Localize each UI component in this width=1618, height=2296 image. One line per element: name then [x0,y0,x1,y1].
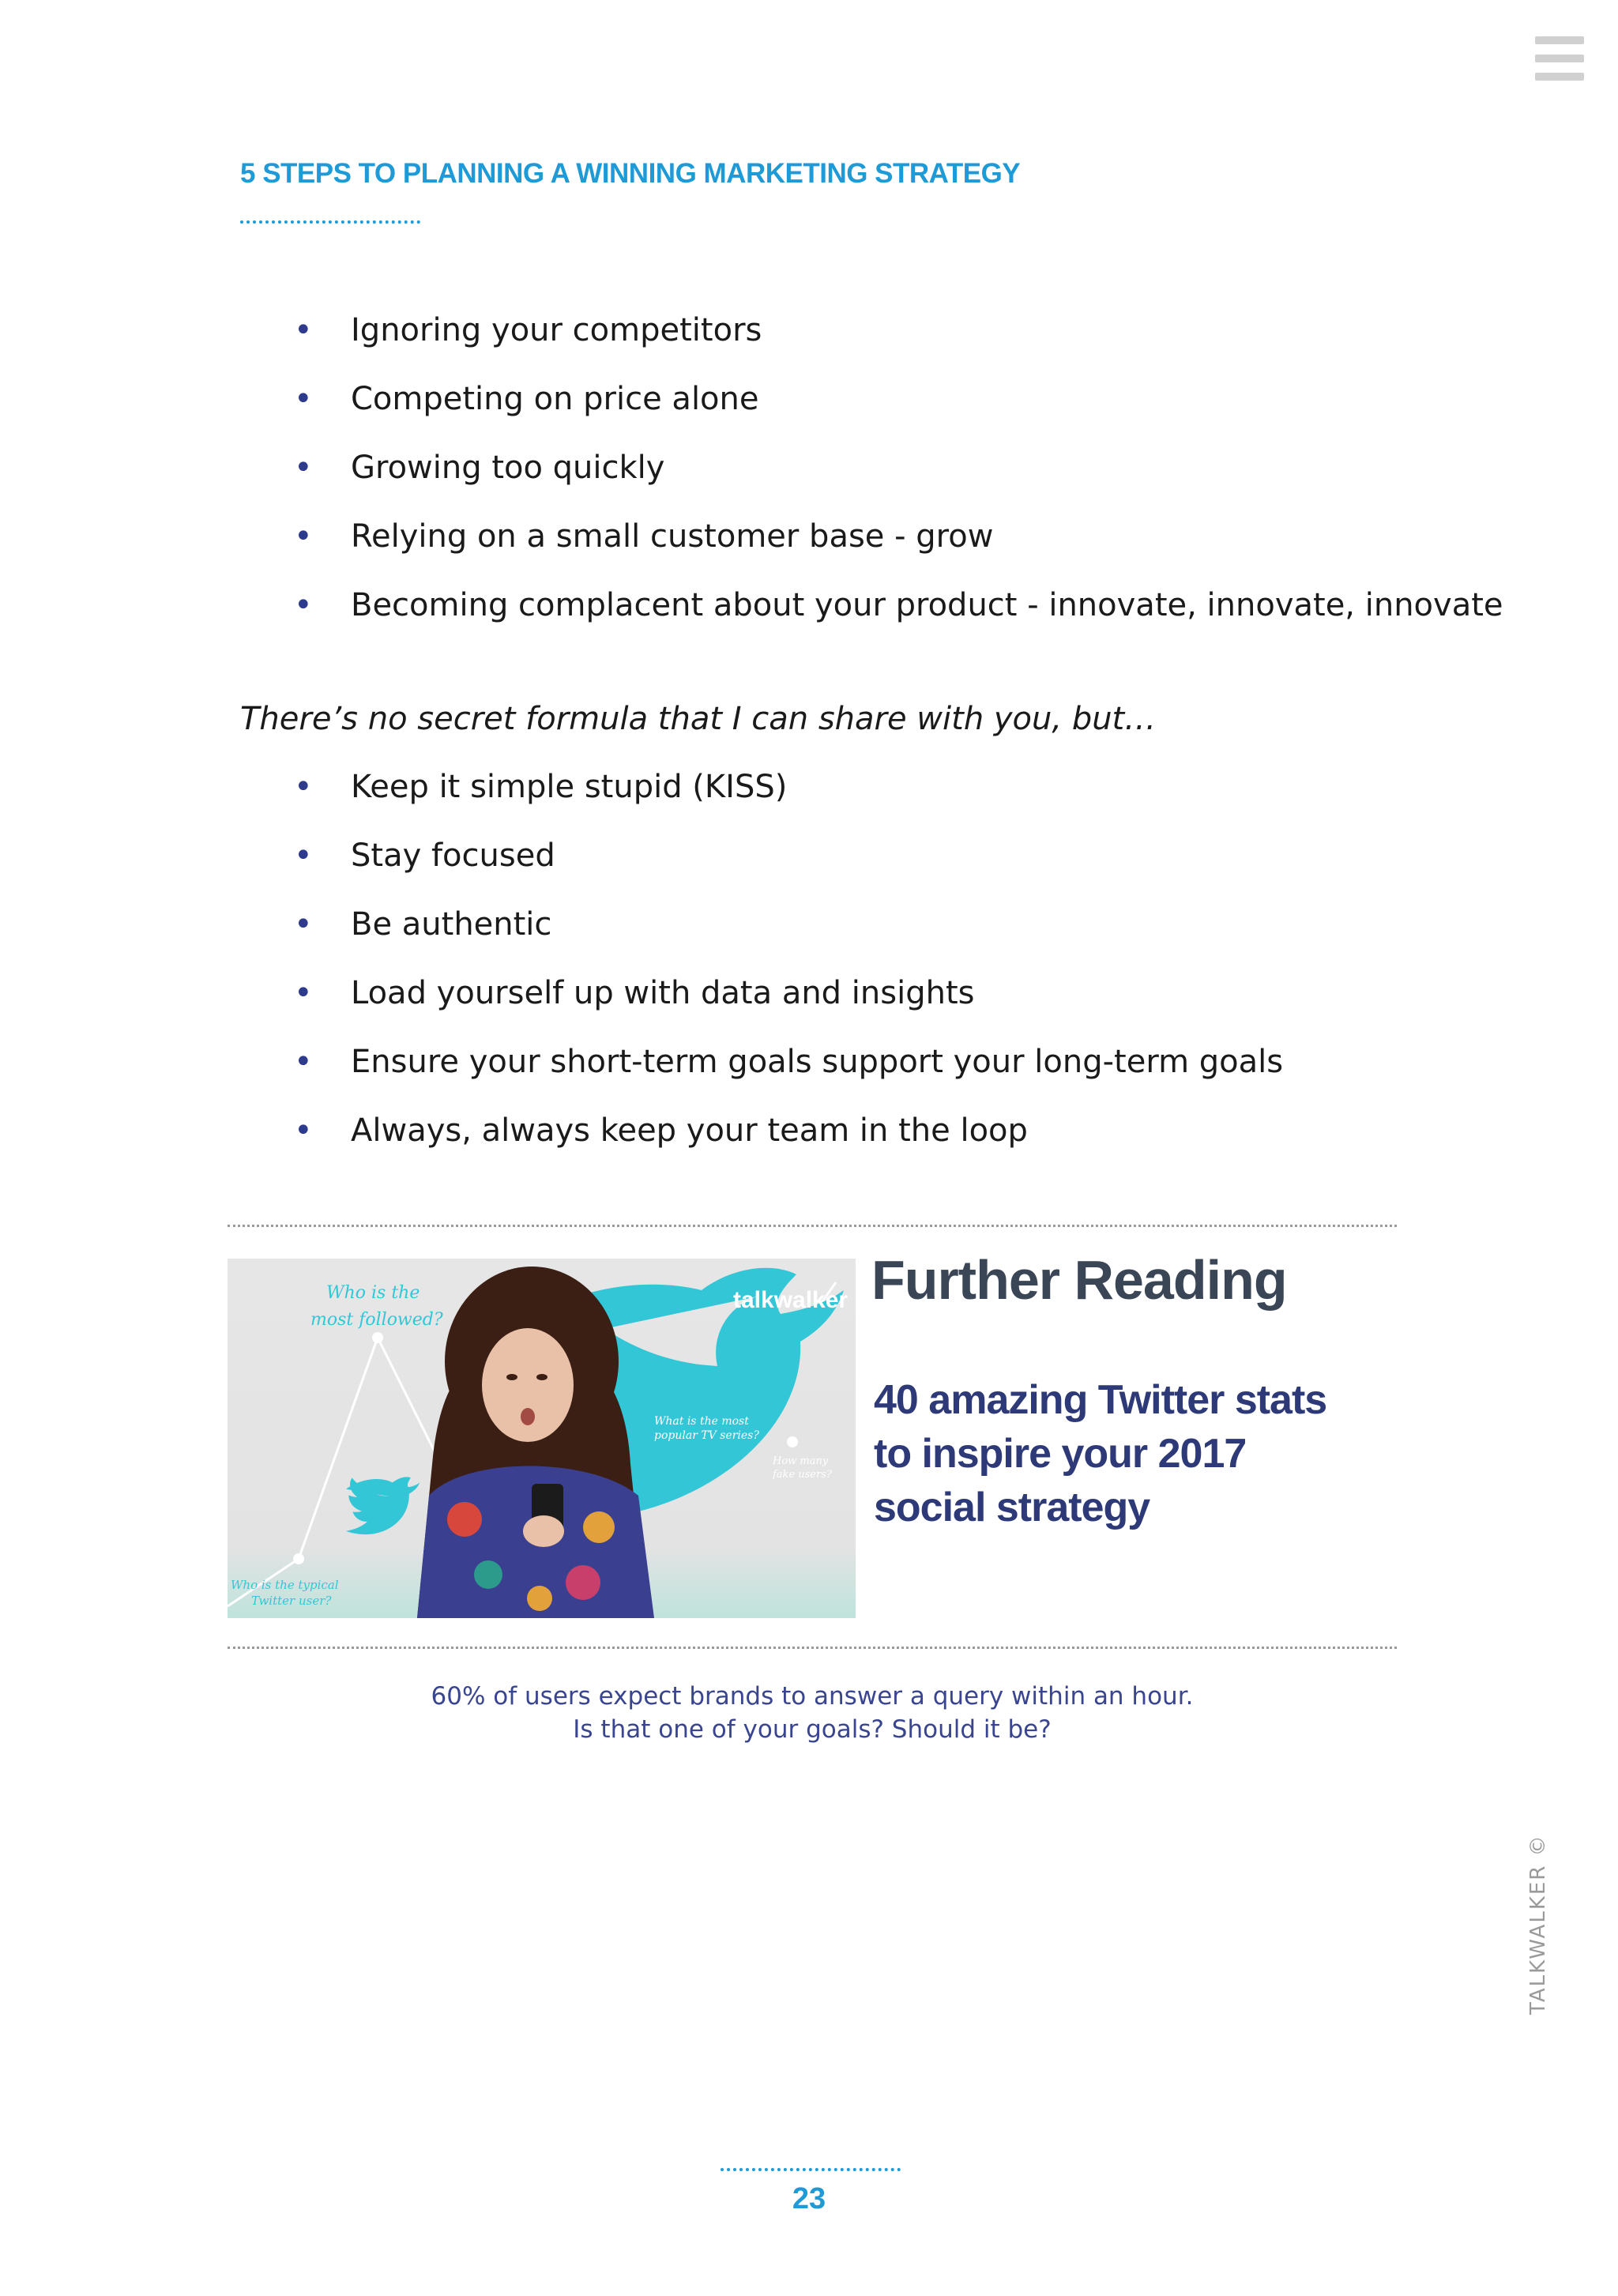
svg-text:fake users?: fake users? [773,1469,832,1481]
talkwalker-logo: talkwalker [733,1287,849,1313]
header-divider [240,220,420,224]
list-item: • Always, always keep your team in the loop [294,1107,1283,1176]
article-title-line: to inspire your 2017 [874,1431,1247,1477]
article-title-line: 40 amazing Twitter stats [874,1377,1327,1423]
section-header: 5 STEPS TO PLANNING A WINNING MARKETING STRATEGY [240,158,1021,189]
svg-text:most followed?: most followed? [310,1310,443,1330]
menu-bar [1535,73,1584,81]
twitter-promo-illustration [228,1259,856,1618]
page-number: 23 [792,2182,826,2215]
bullet-icon: • [294,587,313,623]
side-brand-text: TALKWALKER © [1526,1834,1550,2015]
list-item: • Be authentic [294,901,1283,969]
bullet-icon: • [294,312,313,348]
caption-line: Is that one of your goals? Should it be? [573,1715,1052,1744]
mistakes-list [294,307,1503,650]
tips-list [294,763,1283,1176]
list-item: • Ignoring your competitors [294,307,1503,375]
list-item: • Load yourself up with data and insights [294,969,1283,1038]
further-reading-heading: Further Reading [871,1249,1287,1311]
list-item: • Competing on price alone [294,375,1503,444]
bullet-icon: • [294,1044,313,1080]
svg-text:How many: How many [773,1455,829,1467]
bullet-icon: • [294,1112,313,1149]
svg-text:Who is the typical: Who is the typical [231,1578,339,1592]
bullet-icon: • [294,381,313,417]
bullet-icon: • [294,975,313,1011]
list-item: • Relying on a small customer base - grow [294,513,1503,582]
bullet-icon: • [294,450,313,486]
bullet-icon: • [294,837,313,874]
further-reading-divider-top [228,1225,1397,1227]
bullet-icon: • [294,906,313,943]
list-item: • Growing too quickly [294,444,1503,513]
svg-text:What is the most: What is the most [654,1415,749,1428]
hamburger-menu-icon[interactable] [1535,36,1584,81]
bullet-icon: • [294,769,313,805]
list-item: • Stay focused [294,832,1283,901]
page-number-divider [721,2168,901,2171]
article-title-line: social strategy [874,1485,1150,1530]
svg-text:Who is the: Who is the [326,1283,420,1303]
further-reading-article-link[interactable] [874,1373,1327,1534]
intro-line: There’s no secret formula that I can share with you, but… [240,701,1157,737]
list-item: • Becoming complacent about your product - innovate, innovate, innovate [294,582,1503,650]
further-reading-image[interactable] [228,1259,856,1618]
svg-text:popular TV series?: popular TV series? [654,1429,759,1442]
stat-caption [228,1680,1397,1746]
further-reading-divider-bottom [228,1647,1397,1649]
bullet-icon: • [294,518,313,555]
list-item: • Ensure your short-term goals support your long-term goals [294,1038,1283,1107]
list-item: • Keep it simple stupid (KISS) [294,763,1283,832]
svg-text:Twitter user?: Twitter user? [251,1594,332,1608]
caption-line: 60% of users expect brands to answer a query within an hour. [431,1682,1194,1711]
menu-bar [1535,36,1584,44]
menu-bar [1535,55,1584,62]
